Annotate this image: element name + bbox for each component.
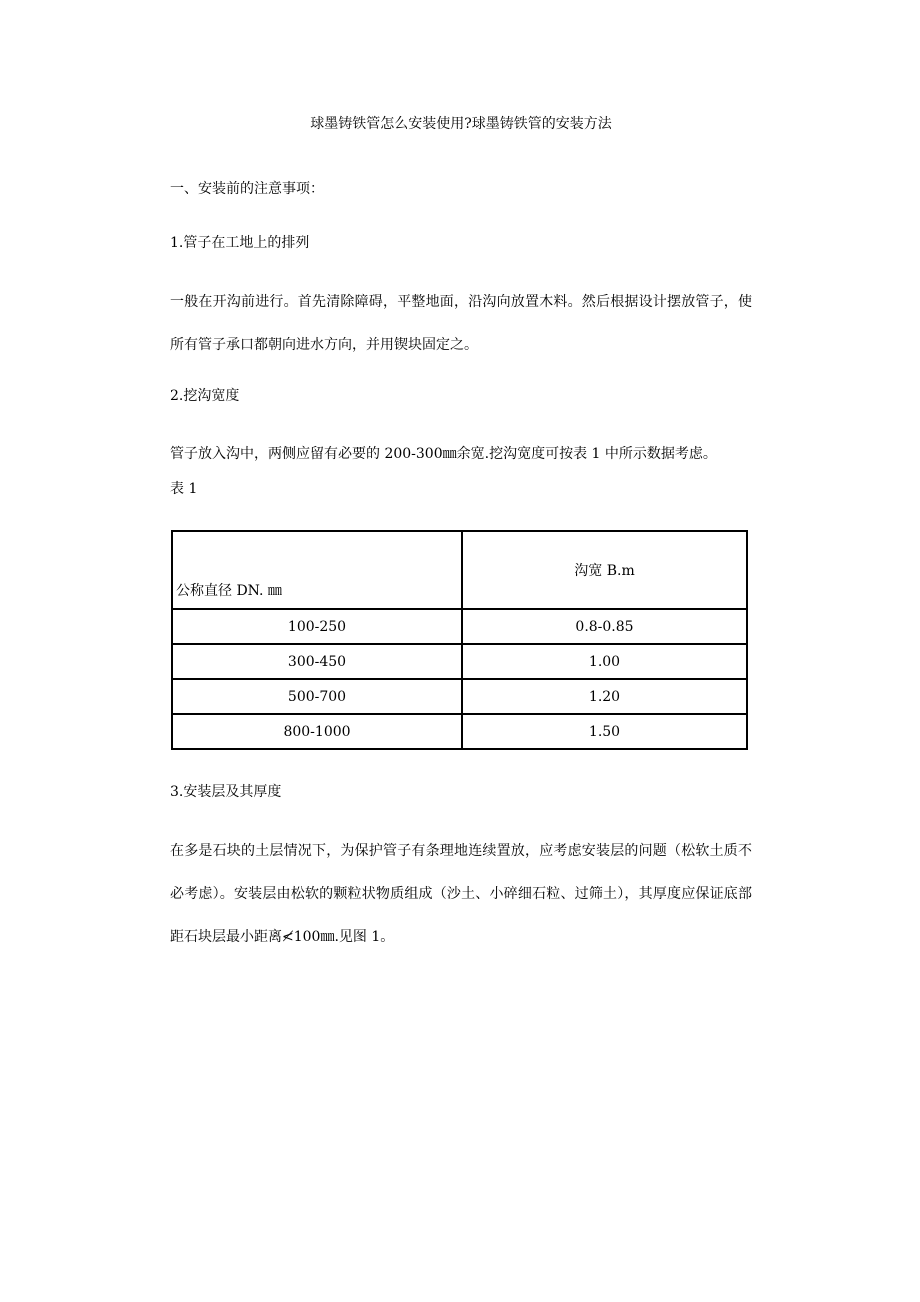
trench-width-table — [171, 530, 748, 750]
table-body — [172, 609, 747, 749]
table-cell: 100-250 — [172, 609, 462, 644]
table-header-row — [172, 531, 747, 609]
table-caption: 表 1 — [170, 481, 198, 497]
table-row — [172, 609, 747, 644]
section-heading-precautions: 一、安装前的注意事项： — [170, 181, 324, 197]
table-header-trench-width: 沟宽 B.m — [462, 531, 747, 609]
subheading-pipe-arrangement: 1.管子在工地上的排列 — [170, 235, 310, 251]
doc-title: 球墨铸铁管怎么安装使用?球墨铸铁管的安装方法 — [310, 116, 612, 132]
subheading-trench-width: 2.挖沟宽度 — [170, 388, 240, 404]
table-row — [172, 679, 747, 714]
table-row — [172, 644, 747, 679]
table-cell: 1.00 — [462, 644, 747, 679]
table-cell: 0.8-0.85 — [462, 609, 747, 644]
table-cell: 500-700 — [172, 679, 462, 714]
paragraph-pipe-arrangement: 一般在开沟前进行。首先清除障碍，平整地面，沿沟向放置木料。然后根据设计摆放管子，使所有管子承口都朝向进水方向，并用锲块固定之。 — [170, 294, 752, 353]
table-cell: 800-1000 — [172, 714, 462, 749]
table-cell: 1.50 — [462, 714, 747, 749]
table-header-nominal-diameter: 公称直径 DN. ㎜ — [172, 531, 462, 609]
paragraph-bedding-layer: 在多是石块的土层情况下，为保护管子有条理地连续置放，应考虑安装层的问题（松软土质不必考虑）。安装层由松软的颗粒状物质组成（沙土、小碎细石粒、过筛土），其厚度应保证底部距石块层最小距离≮100㎜.见图 1。 — [170, 843, 752, 945]
table-row — [172, 714, 747, 749]
table-cell: 300-450 — [172, 644, 462, 679]
table-cell: 1.20 — [462, 679, 747, 714]
paragraph-trench-width: 管子放入沟中，两侧应留有必要的 200-300㎜余宽.挖沟宽度可按表 1 中所示数据考虑。 — [170, 446, 717, 462]
subheading-bedding-layer: 3.安装层及其厚度 — [170, 784, 282, 800]
